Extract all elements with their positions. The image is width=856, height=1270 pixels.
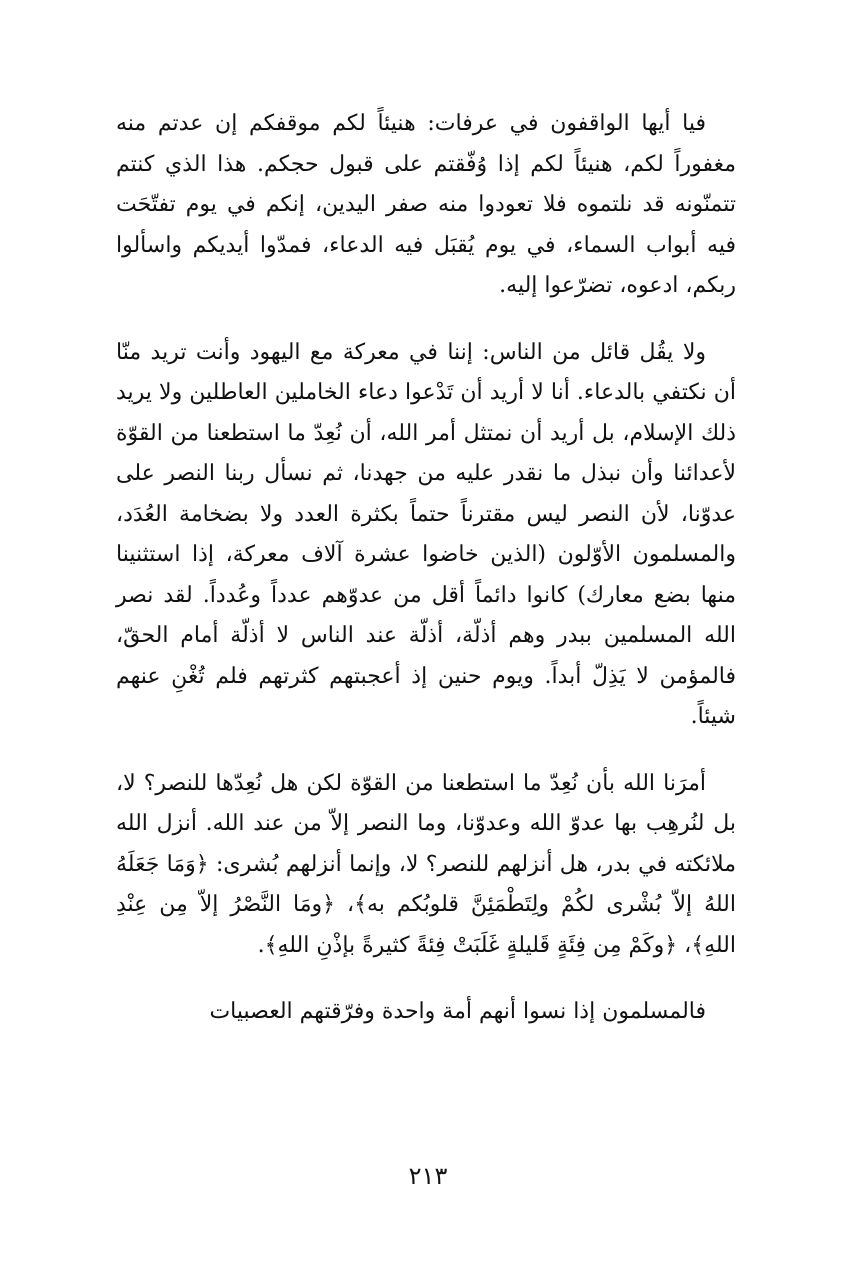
paragraph-muslims: فالمسلمون إذا نسوا أنهم أمة واحدة وفرّقتهم العصبيات xyxy=(209,999,706,1024)
paragraph-arafat: فيا أيها الواقفون في عرفات: هنيئاً لكم موقفكم إن عدتم منه مغفوراً لكم، هنيئاً لكم إذا وُفّقتم على قبول حجكم. هذا الذي كنتم تتمنّونه قد نلتموه فلا تعودوا منه صفر اليدين، إنكم في يوم تفتّحَت فيه أبواب السماء، في يوم يُقبَل فيه الدعاء، فمدّوا أيديكم واسألوا ربكم، ادعوه، تضرّعوا إليه. xyxy=(116,111,736,298)
paragraph-battle: ولا يقُل قائل من الناس: إننا في معركة مع اليهود وأنت تريد منّا أن نكتفي بالدعاء. أنا لا أريد أن تَدْعوا دعاء الخاملين العاطلين ولا يريد ذلك الإسلام، بل أريد أن نمتثل أمر الله، أن نُعِدّ ما استطعنا من القوّة لأعدائنا وأن نبذل ما نقدر عليه من جهدنا، ثم نسأل ربنا النصر على عدوّنا، لأن النصر ليس مقترناً حتماً بكثرة العدد ولا بضخامة العُدَد، والمسلمون الأوّلون (الذين خاضوا عشرة آلاف معركة، إذا استثنينا منها بضع معارك) كانوا دائماً أقل من عدوّهم عدداً وعُدداً. لقد نصر الله المسلمين ببدر وهم أذلّة، أذلّة عند الناس لا أذلّة أمام الحقّ، فالمؤمن لا يَذِلّ أبداً. ويوم حنين إذ أعجبتهم كثرتهم فلم تُغْنِ عنهم شيئاً. xyxy=(116,339,736,729)
page-number: ٢١٣ xyxy=(408,1162,448,1190)
paragraph-victory: أمرَنا الله بأن نُعِدّ ما استطعنا من القوّة لكن هل نُعِدّها للنصر؟ لا، بل لنُرهِب بها عدوّ الله وعدوّنا، وما النصر إلاّ من عند الله. أنزل الله ملائكته في بدر، هل أنزلهم للنصر؟ لا، وإنما أنزلهم بُشرى: ﴿وَمَا جَعَلَهُ اللهُ إلاّ بُشْرى لكُمْ ولِتَطْمَئِنَّ قلوبُكم به﴾، ﴿ومَا النَّصْرُ إلاّ مِن عِنْدِ اللهِ﴾، ﴿وكَمْ مِن فِئَةٍ قَليلةٍ غَلَبَتْ فِئةً كثيرةً بإذْنِ اللهِ﴾. xyxy=(116,770,736,958)
body-text xyxy=(116,104,736,1033)
